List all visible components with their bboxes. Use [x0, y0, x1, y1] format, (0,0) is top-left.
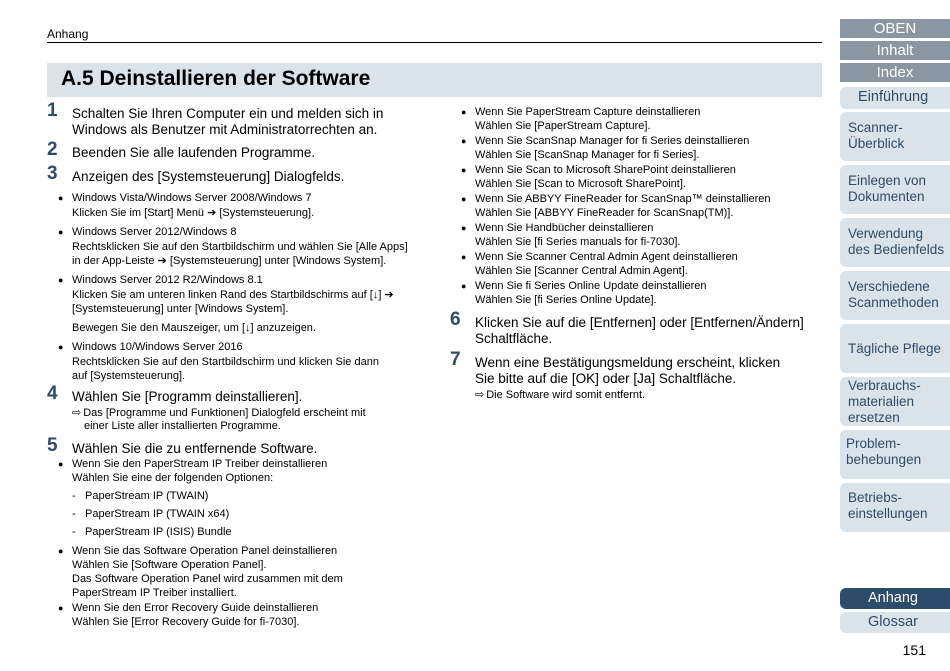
list-item [47, 457, 427, 485]
item-text: Wählen Sie [Software Operation Panel]. [72, 559, 267, 571]
bullet-icon: ● [461, 107, 467, 117]
tab-label: Verbrauchs- [848, 378, 921, 393]
list-item [47, 601, 427, 629]
item-text: [Systemsteuerung] unter [Windows System]. [72, 303, 289, 315]
list-item [450, 134, 822, 162]
header-section-label: Anhang [47, 27, 89, 41]
option-text: PaperStream IP (TWAIN x64) [85, 508, 230, 520]
step-text: Beenden Sie alle laufenden Programme. [72, 145, 316, 160]
bullet-icon: ● [461, 281, 467, 291]
step-result [450, 389, 822, 402]
tab-label: Überblick [848, 136, 905, 151]
tab-problembehebungen[interactable] [840, 430, 950, 479]
tab-einfuehrung[interactable] [840, 87, 950, 109]
item-heading: Windows Server 2012/Windows 8 [72, 226, 237, 238]
step-2 [47, 139, 427, 161]
list-item [450, 163, 822, 191]
step-text: Schaltfläche. [475, 331, 553, 346]
item-text: Rechtsklicken Sie auf den Startbildschirm und wählen Sie [Alle Apps] [72, 241, 408, 253]
item-text: Wählen Sie eine der folgenden Optionen: [72, 472, 274, 484]
step-text: Anzeigen des [Systemsteuerung] Dialogfelds. [72, 169, 345, 184]
item-note: Bewegen Sie den Mauszeiger, um [↓] anzuzeigen. [72, 322, 316, 334]
step-6 [450, 309, 822, 347]
step-number: 7 [450, 349, 461, 370]
tab-verbrauchsmaterialien[interactable] [840, 377, 950, 426]
bullet-icon: ● [58, 342, 64, 352]
step-text: Schalten Sie Ihren Computer ein und melden sich in [72, 106, 384, 121]
bullet-icon: ● [58, 275, 64, 285]
tab-verwendung-bedienfeld[interactable] [840, 218, 950, 267]
tab-label: Anhang [868, 590, 918, 606]
item-heading: Wenn Sie Scan to Microsoft SharePoint deinstallieren [475, 164, 736, 176]
step-text: Klicken Sie auf die [Entfernen] oder [Entfernen/Ändern] [475, 315, 804, 330]
list-item [47, 191, 427, 220]
list-item [47, 340, 427, 383]
tab-label: Einlegen von [848, 173, 927, 188]
item-text: Wählen Sie [PaperStream Capture]. [475, 120, 651, 132]
item-text: Wählen Sie [fi Series Online Update]. [475, 294, 657, 306]
page-title: A.5 Deinstallieren der Software [61, 67, 371, 90]
tab-scanmethoden[interactable] [840, 271, 950, 320]
left-column [47, 100, 427, 629]
item-text: Wählen Sie [ScanSnap Manager for fi Series]. [475, 149, 700, 161]
bullet-icon: ● [58, 459, 64, 469]
item-text: Rechtsklicken Sie auf den Startbildschirm und klicken Sie dann [72, 356, 379, 368]
step-text: Sie bitte auf die [OK] oder [Ja] Schaltfläche. [475, 371, 737, 386]
bullet-icon: ● [58, 193, 64, 203]
nav-oben-button[interactable]: OBEN [840, 19, 950, 38]
item-text: PaperStream IP Treiber installiert. [72, 587, 237, 599]
option-item [47, 525, 427, 539]
item-text: Wählen Sie [ABBYY FineReader for ScanSnap(TM)]. [475, 207, 734, 219]
tab-label: Einführung [858, 89, 929, 105]
right-column [450, 105, 822, 402]
item-text: Wählen Sie [Scan to Microsoft SharePoint]. [475, 178, 686, 190]
tab-label: Problem- [846, 436, 901, 451]
tab-anhang[interactable] [840, 588, 950, 609]
tab-label: Tägliche Pflege [848, 341, 942, 356]
bullet-icon: ● [58, 603, 64, 613]
item-heading: Wenn Sie Scanner Central Admin Agent deinstallieren [475, 251, 738, 263]
step-number: 3 [47, 163, 58, 184]
tab-label: Verschiedene [848, 279, 930, 294]
dash-marker: - [72, 526, 76, 538]
option-text: PaperStream IP (ISIS) Bundle [85, 526, 232, 538]
bullet-icon: ● [58, 546, 64, 556]
bullet-icon: ● [461, 136, 467, 146]
item-heading: Windows Server 2012 R2/Windows 8.1 [72, 274, 263, 286]
tab-label: Glossar [868, 614, 918, 630]
tab-label: Betriebs- [848, 490, 903, 505]
step-text: Wählen Sie die zu entfernende Software. [72, 441, 318, 456]
item-text: Wählen Sie [fi Series manuals for fi-7030]. [475, 236, 681, 248]
item-text: Klicken Sie im [Start] Menü ➔ [Systemsteuerung]. [72, 207, 315, 219]
tab-label: Scanmethoden [848, 295, 939, 310]
item-heading: Wenn Sie Handbücher deinstallieren [475, 222, 654, 234]
title-bar [47, 63, 822, 97]
step-text: Wenn eine Bestätigungsmeldung erscheint, klicken [475, 355, 781, 370]
bullet-icon: ● [58, 227, 64, 237]
step-text: Windows als Benutzer mit Administratorrechten an. [72, 122, 378, 137]
step-5 [47, 435, 427, 457]
step-number: 4 [47, 383, 58, 404]
step-4 [47, 383, 427, 405]
tab-glossar[interactable] [840, 612, 950, 633]
step-number: 2 [47, 139, 58, 160]
step-7 [450, 349, 822, 387]
tab-label: Verwendung [848, 226, 924, 241]
tab-label: Dokumenten [848, 189, 925, 204]
dash-marker: - [72, 508, 76, 520]
item-heading: Wenn Sie das Software Operation Panel deinstallieren [72, 545, 338, 557]
dash-marker: - [72, 490, 76, 502]
list-item [47, 225, 427, 268]
list-item [450, 105, 822, 133]
bullet-icon: ● [461, 223, 467, 233]
step-3 [47, 163, 427, 185]
tab-label: ersetzen [848, 410, 900, 425]
option-text: PaperStream IP (TWAIN) [85, 490, 209, 502]
tab-label: Scanner- [848, 120, 903, 135]
list-item [47, 544, 427, 600]
item-text: Klicken Sie am unteren linken Rand des Startbildschirms auf [↓] ➔ [72, 289, 394, 301]
item-text: Das Software Operation Panel wird zusammen mit dem [72, 573, 343, 585]
nav-inhalt-button[interactable]: Inhalt [840, 41, 950, 60]
list-item [450, 192, 822, 220]
item-text: in der App-Leiste ➔ [Systemsteuerung] unter [Windows System]. [72, 255, 387, 267]
tab-label: des Bedienfelds [848, 242, 945, 257]
list-item [450, 250, 822, 278]
header-divider [47, 42, 822, 43]
step-number: 1 [47, 100, 58, 121]
item-heading: Wenn Sie ABBYY FineReader for ScanSnap™ deinstallieren [475, 193, 771, 205]
step-number: 5 [47, 435, 58, 456]
tab-label: materialien [848, 394, 915, 409]
item-heading: Windows 10/Windows Server 2016 [72, 341, 243, 353]
step-text: Wählen Sie [Programm deinstallieren]. [72, 389, 303, 404]
result-text: Das [Programme und Funktionen] Dialogfeld erscheint mit [83, 407, 366, 419]
step-1 [47, 100, 427, 138]
step-result [47, 407, 427, 433]
page-number: 151 [902, 642, 926, 658]
tab-label: einstellungen [848, 506, 928, 521]
tab-scanner-ueberblick[interactable] [840, 112, 950, 161]
tab-taegliche-pflege[interactable] [840, 324, 950, 373]
list-item [450, 279, 822, 307]
nav-index-button[interactable]: Index [840, 63, 950, 82]
item-heading: Wenn Sie ScanSnap Manager for fi Series deinstallieren [475, 135, 750, 147]
result-text: Die Software wird somit entfernt. [486, 389, 646, 401]
tab-einlegen-dokumenten[interactable] [840, 165, 950, 214]
item-heading: Wenn Sie fi Series Online Update deinstallieren [475, 280, 707, 292]
bullet-icon: ● [461, 165, 467, 175]
item-text: Wählen Sie [Error Recovery Guide for fi-7030]. [72, 616, 300, 628]
list-item [47, 273, 427, 316]
item-heading: Wenn Sie PaperStream Capture deinstallieren [475, 106, 701, 118]
result-arrow-icon: ⇨ [72, 407, 82, 419]
item-text: auf [Systemsteuerung]. [72, 370, 186, 382]
option-item [47, 489, 427, 503]
bullet-icon: ● [461, 252, 467, 262]
bullet-icon: ● [461, 194, 467, 204]
option-item [47, 507, 427, 521]
item-heading: Wenn Sie den PaperStream IP Treiber deinstallieren [72, 458, 328, 470]
item-heading: Windows Vista/Windows Server 2008/Windows 7 [72, 192, 312, 204]
tab-label: behebungen [846, 452, 922, 467]
result-arrow-icon: ⇨ [475, 389, 485, 401]
item-heading: Wenn Sie den Error Recovery Guide deinstallieren [72, 602, 319, 614]
step-number: 6 [450, 309, 461, 330]
item-text: Wählen Sie [Scanner Central Admin Agent]. [475, 265, 688, 277]
tab-betriebseinstellungen[interactable] [840, 483, 950, 532]
list-item [450, 221, 822, 249]
result-text: einer Liste aller installierten Programme. [84, 420, 281, 432]
